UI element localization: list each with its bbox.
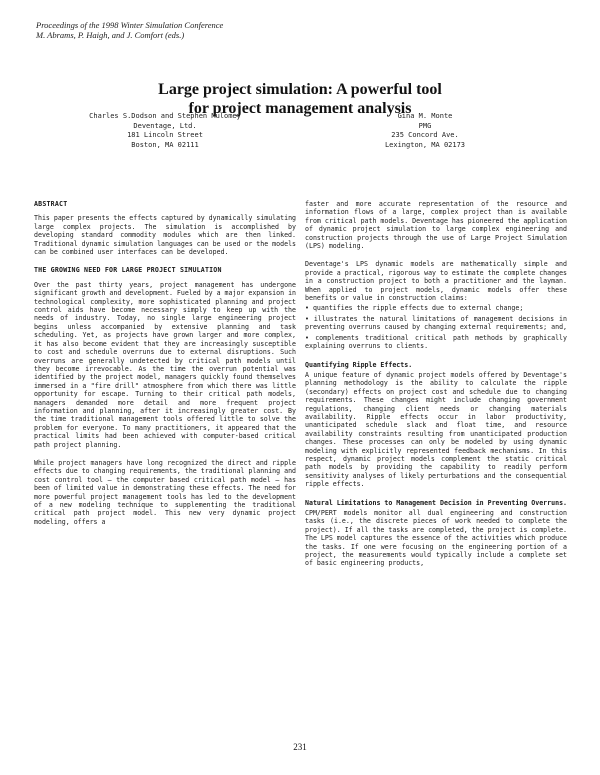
header-line-2: M. Abrams, P. Haigh, and J. Comfort (eds.)	[36, 30, 185, 40]
section-heading-growing-need: THE GROWING NEED FOR LARGE PROJECT SIMULATION	[34, 266, 222, 275]
subsection-heading-limitations: Natural Limitations to Management Decision in Preventing Overruns.	[305, 498, 568, 507]
body-paragraph: faster and more accurate representation of the resource and information flows of a large, complex project than is available from critical path models. Deventage has pioneered the application of dynamic project simulation to large complex engineering and construction projects through the use of Large Project Simulation (LPS) modeling.	[305, 200, 568, 251]
author-right-line: 235 Concord Ave.	[391, 131, 459, 140]
author-left-line: Boston, MA 02111	[131, 140, 199, 149]
bullet-item: • complements traditional critical path methods by graphically explaining overruns to clients.	[305, 333, 567, 351]
title-line-1: Large project simulation: A powerful tool	[158, 81, 442, 98]
author-right-line: PMG	[418, 121, 432, 130]
left-column	[34, 200, 296, 536]
author-left-line: 181 Lincoln Street	[127, 131, 203, 140]
author-left-line: Deventage, Ltd.	[133, 121, 197, 130]
body-paragraph: A unique feature of dynamic project models offered by Deventage's planning methodology is the ability to calculate the ripple (secondary) effects on project cost and schedule due to changing requirements. These changes might include changing government regulations, changing client needs or changing materials availability. Ripple effects occur in labor productivity, unanticipated schedule slack and float time, and resource availability constraints resulting from unanticipated production changes. These processes can only be modeled by using dynamic modeling with explicitly represented feedback mechanisms. In this respect, dynamic project models complement the static critical path models by providing the capability to readily perform sensitivity analyses of likely perturbations and the consequential ripple effects.	[305, 370, 568, 489]
body-paragraph: Deventage's LPS dynamic models are mathematically simple and provide a practical, rigorous way to estimate the complete changes in a construction project to both a practitioner and the layman. When applied to project models, dynamic models offer these benefits or value in construction claims:	[305, 260, 568, 303]
body-paragraph: CPM/PERT models monitor all dual engineering and construction tasks (i.e., the discrete pieces of work needed to complete the project). If all the tasks are completed, the project is complete. The LPS model captures the essence of the activities which produce the tasks. If one were focusing on the engineering portion of a project, the measurements would typically include a complete set of basic engineering products,	[305, 509, 568, 568]
header-line-1: Proceedings of the 1998 Winter Simulation Conference	[36, 20, 224, 30]
abstract-heading: ABSTRACT	[34, 200, 68, 208]
author-block-right	[355, 112, 495, 150]
body-paragraph: While project managers have long recognized the direct and ripple effects due to changing requirements, the traditional planning and cost control tool — the computer based critical path model — has been of limited value in demonstrating these effects. The need for more powerful project management tools has led to the development of a new modeling technique to supplementing the traditional critical path project model. This new very dynamic project modeling, offers a	[34, 458, 297, 526]
body-paragraph: Over the past thirty years, project management has undergone significant growth and development. Fueled by a major expansion in technological complexity, more sophisticated planning and project control aids have become necessary simply to keep up with the needs of industry. Today, no single large engineering project begins unless accompanied by extensive planning and task scheduling. Yet, as projects have grown larger and more complex, it has also become evident that they are increasingly susceptible to cost and schedule overruns due to external disruptions. Such overruns are generally undetected by critical path models until they become irrevocable. As the time the overrun potential was identified by the project model, managers quickly found themselves immersed in a "fire drill" atmosphere from which there was little opportunity for escape. Turning to their critical path models, managers demanded more detail and more frequent project information and planning, after it increasingly greater cost. By the time traditional management tools offered little to solve the problem for everyone. To many practitioners, it appeared that the practical limits had been achieved with computer-based critical path project planning.	[34, 280, 297, 449]
proceedings-header	[36, 20, 223, 40]
subsection-heading-ripple: Quantifying Ripple Effects.	[305, 360, 413, 369]
author-right-line: Gina M. Monte	[397, 112, 453, 120]
abstract-text: This paper presents the effects captured by dynamically simulating large complex projects. The simulation is accomplished by developing standard commodity modules which are then linked. Traditional dynamic simulation languages can be used or the models can be combined user interfaces can be developed.	[34, 214, 297, 257]
author-left-line: Charles S.Dodson and Stephen Mulomey	[89, 112, 241, 120]
bullet-item: • illustrates the natural limitations of management decisions in preventing overruns caused by changing external requirements; and,	[305, 314, 568, 332]
page-number: 231	[293, 742, 307, 752]
author-block-left	[60, 112, 270, 150]
bullet-item: • quantifies the ripple effects due to external change;	[305, 304, 524, 313]
author-right-line: Lexington, MA 02173	[384, 140, 466, 149]
right-column	[305, 200, 567, 578]
title-line-2: for project management analysis	[188, 100, 412, 117]
